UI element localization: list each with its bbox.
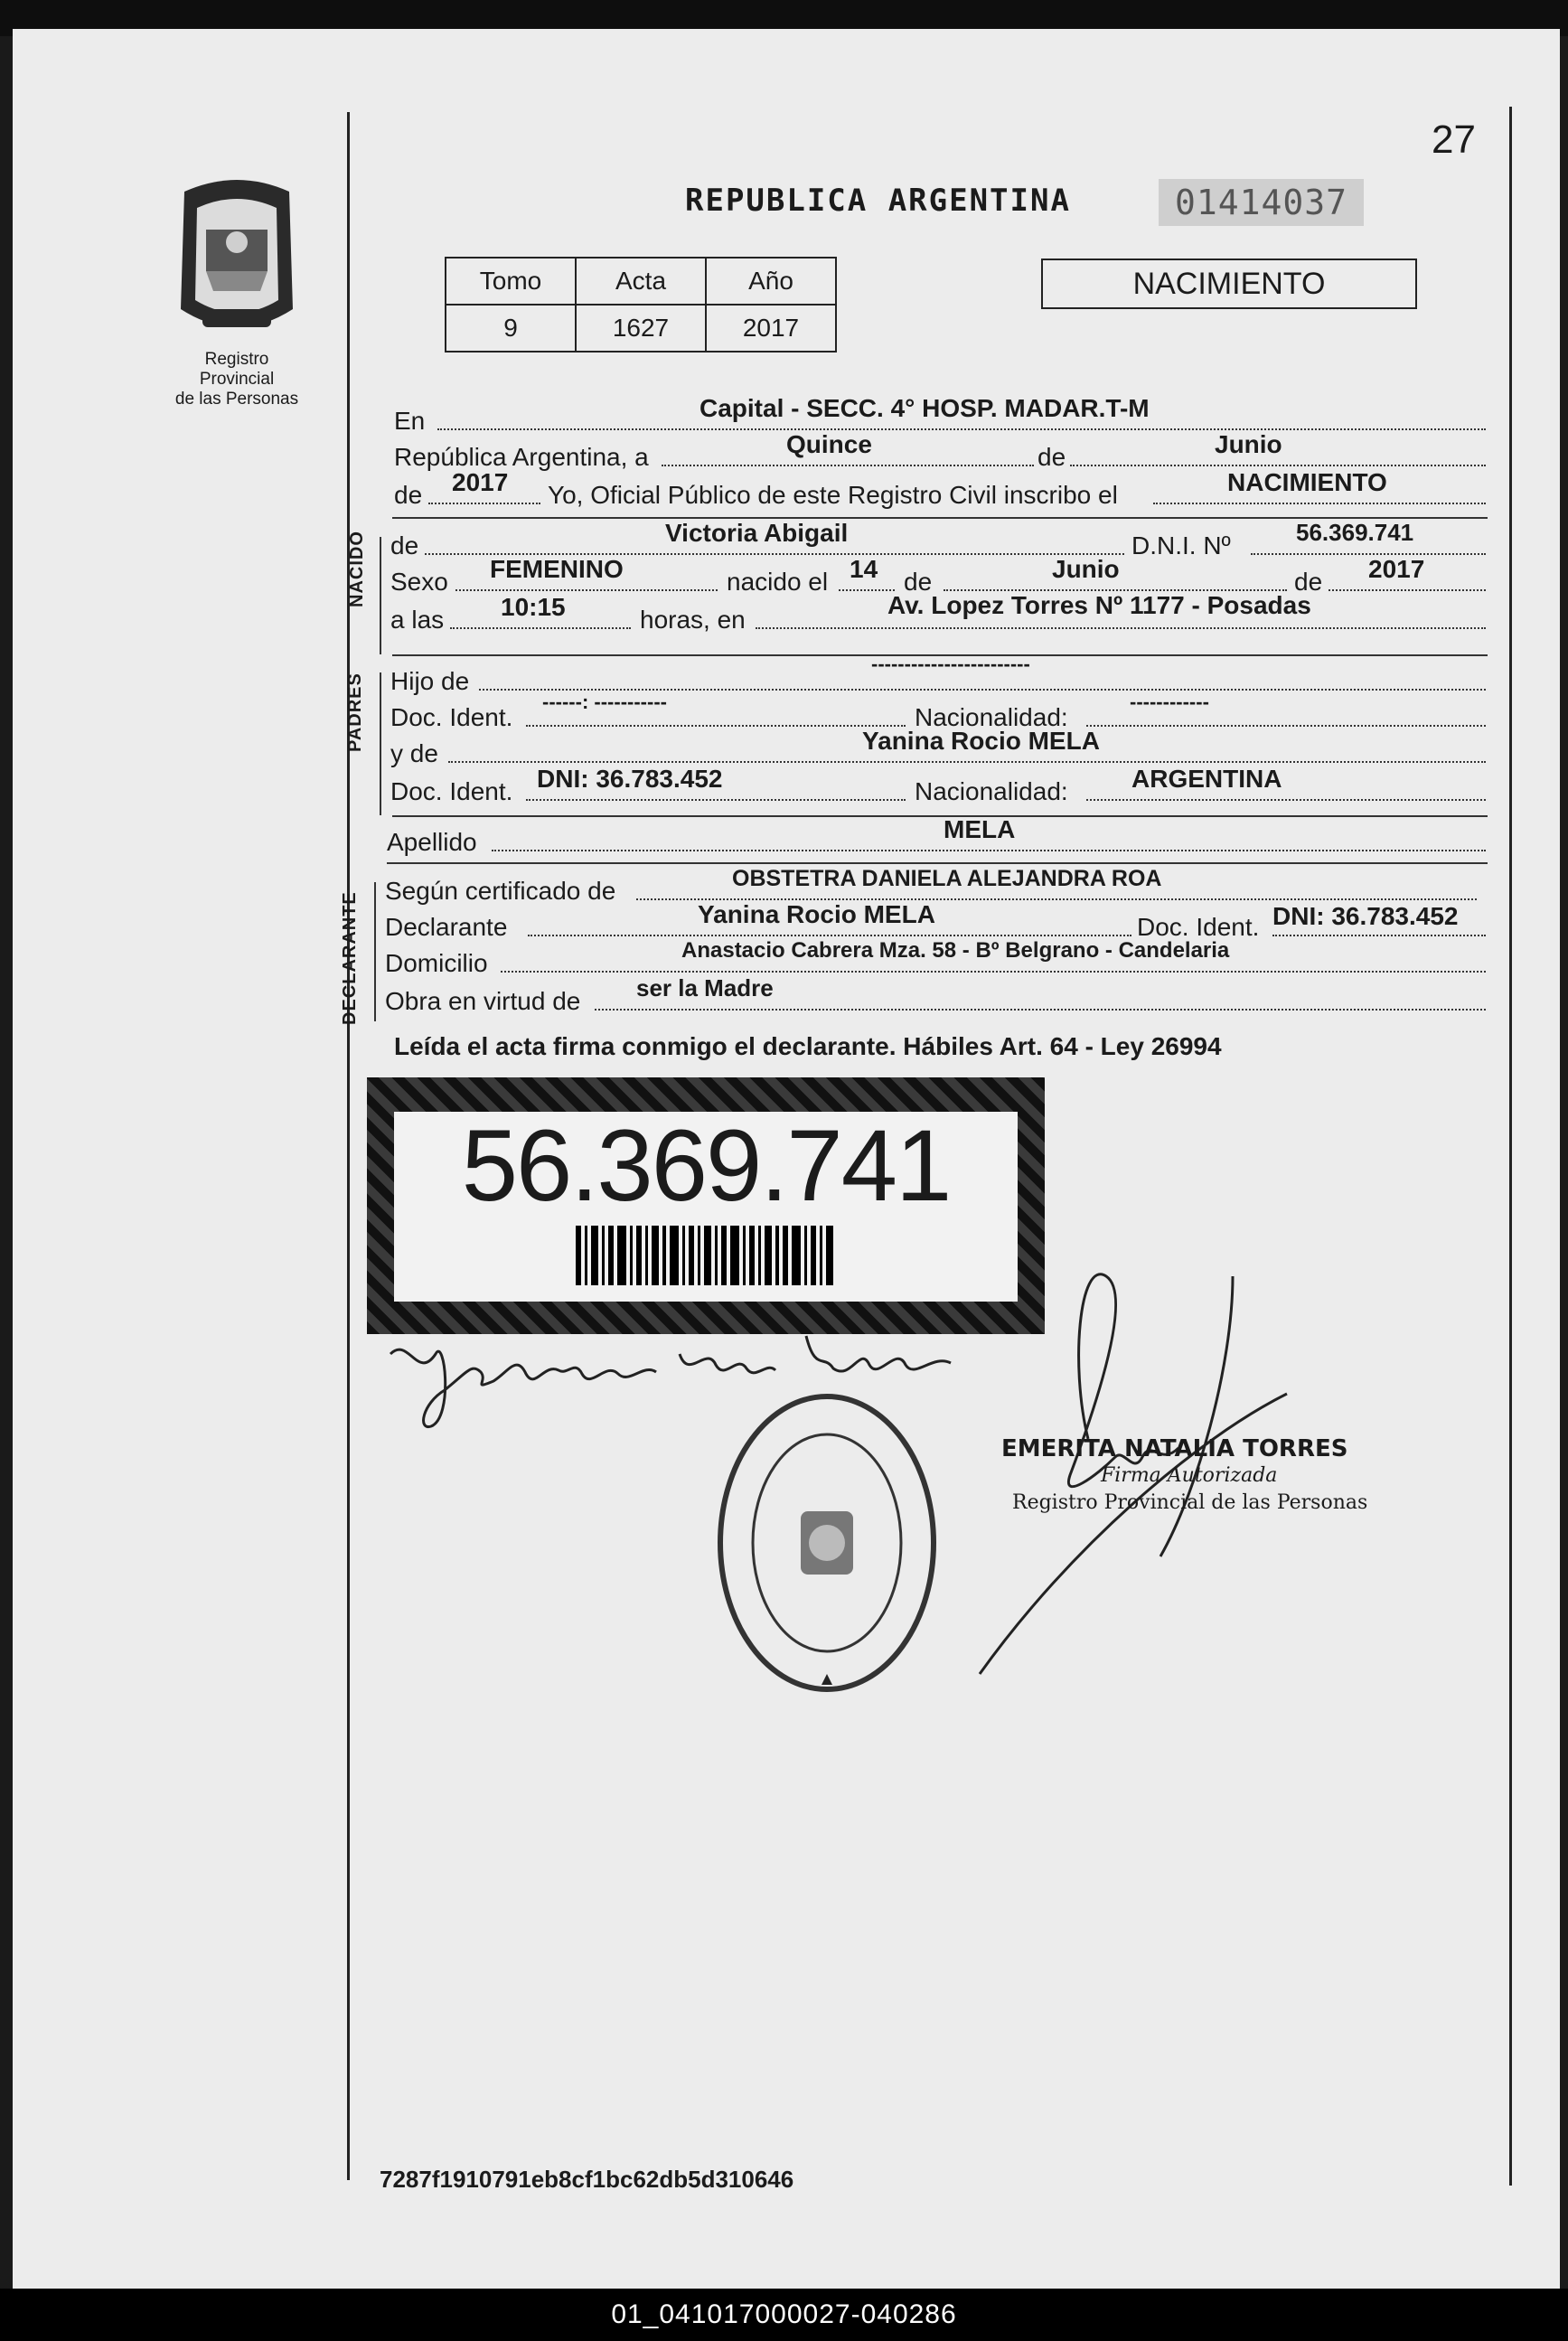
en-label: En	[394, 407, 426, 435]
place-value: Capital - SECC. 4° HOSP. MADAR.T-M	[699, 394, 1150, 422]
tomo-value: 9	[446, 305, 576, 352]
mother-nationality-label: Nacionalidad:	[915, 777, 1068, 805]
y-de-label: y de	[390, 739, 438, 767]
mother-doc-label: Doc. Ident.	[390, 777, 513, 805]
dotline	[437, 428, 1486, 430]
page-number: 27	[1432, 118, 1476, 162]
dotline	[1086, 725, 1486, 727]
dni-sticker	[367, 1077, 1045, 1334]
declarante-doc-label: Doc. Ident.	[1137, 913, 1260, 941]
tomo-table-value-row	[446, 305, 836, 352]
dotline	[528, 935, 1131, 936]
rule	[387, 862, 1488, 864]
serial-number: 01414037	[1159, 179, 1364, 226]
declarante-value: Yanina Rocio MELA	[698, 900, 935, 928]
a-las-label: a las	[390, 606, 445, 634]
father-doc-value: ------: -----------	[542, 691, 667, 713]
birth-year-value: 2017	[1368, 555, 1425, 583]
dotline	[526, 799, 906, 801]
dni-sticker-label	[394, 1109, 1018, 1302]
acta-header: Acta	[576, 258, 706, 305]
mother-value: Yanina Rocio MELA	[862, 727, 1100, 755]
day-words-value: Quince	[786, 430, 872, 458]
registry-name-line1: Registro Provincial	[199, 350, 275, 389]
footer-bar	[0, 2289, 1568, 2341]
file-identifier: 01_041017000027-040286	[611, 2299, 957, 2329]
de-label: de	[1038, 443, 1066, 471]
domicilio-value: Anastacio Cabrera Mza. 58 - Bº Belgrano - Candelaria	[681, 938, 1230, 963]
dotline	[1153, 503, 1486, 504]
anio-value: 2017	[706, 305, 836, 352]
dotline	[1272, 935, 1486, 936]
dni-sticker-number: 56.369.741	[461, 1109, 951, 1222]
vrule	[374, 882, 376, 1021]
apellido-label: Apellido	[387, 828, 477, 856]
birth-de-label: de	[904, 568, 933, 596]
dotline	[428, 503, 540, 504]
apellido-value: MELA	[944, 815, 1016, 843]
sexo-value: FEMENINO	[490, 555, 624, 583]
misiones-seal-icon	[166, 174, 307, 345]
declarante-doc-value: DNI: 36.783.452	[1272, 902, 1459, 930]
dotline	[839, 589, 895, 591]
father-doc-label: Doc. Ident.	[390, 703, 513, 731]
republica-label: República Argentina, a	[394, 443, 649, 471]
dotline	[1070, 465, 1486, 466]
section-nacido-tag: NACIDO	[347, 531, 367, 607]
vrule	[380, 672, 381, 815]
nacido-el-label: nacido el	[727, 568, 829, 596]
anio-header: Año	[706, 258, 836, 305]
officer-organization: Registro Provincial de las Personas	[1012, 1491, 1368, 1514]
act-word-value: NACIMIENTO	[1227, 468, 1387, 496]
birth-day-value: 14	[850, 555, 878, 583]
officer-text: Yo, Oficial Público de este Registro Civil inscribo el	[548, 481, 1118, 509]
section-declarante-tag: DECLARANTE	[340, 891, 360, 1025]
dotline	[450, 627, 631, 629]
vrule	[380, 537, 381, 654]
mother-nationality-value: ARGENTINA	[1131, 765, 1282, 793]
cert-label: Según certificado de	[385, 877, 616, 905]
registry-seal-stamp	[705, 1385, 949, 1706]
hijo-de-label: Hijo de	[390, 667, 470, 695]
obra-label: Obra en virtud de	[385, 987, 581, 1015]
rule	[392, 815, 1488, 817]
nacido-de-label: de	[390, 531, 419, 559]
father-nationality-label: Nacionalidad:	[915, 703, 1068, 731]
dotline	[1086, 799, 1486, 801]
obra-value: ser la Madre	[636, 974, 774, 1001]
document-hash: 7287f1910791eb8cf1bc62db5d310646	[380, 2166, 794, 2193]
father-value: ------------------------	[871, 653, 1030, 675]
dotline	[455, 589, 718, 591]
tomo-header: Tomo	[446, 258, 576, 305]
officer-name: EMERITA NATALIA TORRES	[1001, 1435, 1348, 1462]
tomo-acta-table	[445, 257, 837, 353]
child-dni-value: 56.369.741	[1296, 519, 1414, 546]
dotline	[526, 725, 906, 727]
dni-label: D.N.I. Nº	[1131, 531, 1231, 559]
birth-certificate-page	[13, 29, 1560, 2289]
registry-name-line2: de las Personas	[174, 390, 299, 409]
cert-value: OBSTETRA DANIELA ALEJANDRA ROA	[732, 866, 1162, 891]
dotline	[501, 971, 1486, 973]
child-name-value: Victoria Abigail	[665, 519, 849, 547]
closing-statement: Leída el acta firma conmigo el declarante. Hábiles Art. 64 - Ley 26994	[394, 1032, 1222, 1060]
section-padres-tag: PADRES	[345, 672, 365, 752]
de-year-label: de	[394, 481, 423, 509]
dotline	[756, 627, 1486, 629]
dotline	[448, 761, 1486, 763]
act-type-box: NACIMIENTO	[1041, 259, 1417, 309]
horas-en-label: horas, en	[640, 606, 746, 634]
dotline	[595, 1009, 1486, 1011]
barcode-icon	[576, 1226, 837, 1285]
domicilio-label: Domicilio	[385, 949, 488, 977]
acta-value: 1627	[576, 305, 706, 352]
sexo-label: Sexo	[390, 568, 448, 596]
left-margin-line	[347, 112, 350, 2180]
father-nationality-value: ------------	[1130, 691, 1209, 713]
birth-de2-label: de	[1294, 568, 1323, 596]
document-title: REPUBLICA ARGENTINA	[685, 183, 1071, 219]
officer-role: Firma Autorizada	[1101, 1464, 1278, 1487]
birth-time-value: 10:15	[501, 593, 566, 621]
right-margin-line	[1509, 107, 1512, 2186]
birth-place-value: Av. Lopez Torres Nº 1177 - Posadas	[887, 591, 1311, 619]
birth-month-value: Junio	[1052, 555, 1120, 583]
declarante-label: Declarante	[385, 913, 508, 941]
dotline	[1329, 589, 1486, 591]
mother-doc-value: DNI: 36.783.452	[537, 765, 723, 793]
dotline	[662, 465, 1034, 466]
dotline	[492, 850, 1486, 851]
month-value: Junio	[1215, 430, 1282, 458]
year-value: 2017	[452, 468, 509, 496]
tomo-table-header-row	[446, 258, 836, 305]
registry-crest	[166, 174, 307, 409]
